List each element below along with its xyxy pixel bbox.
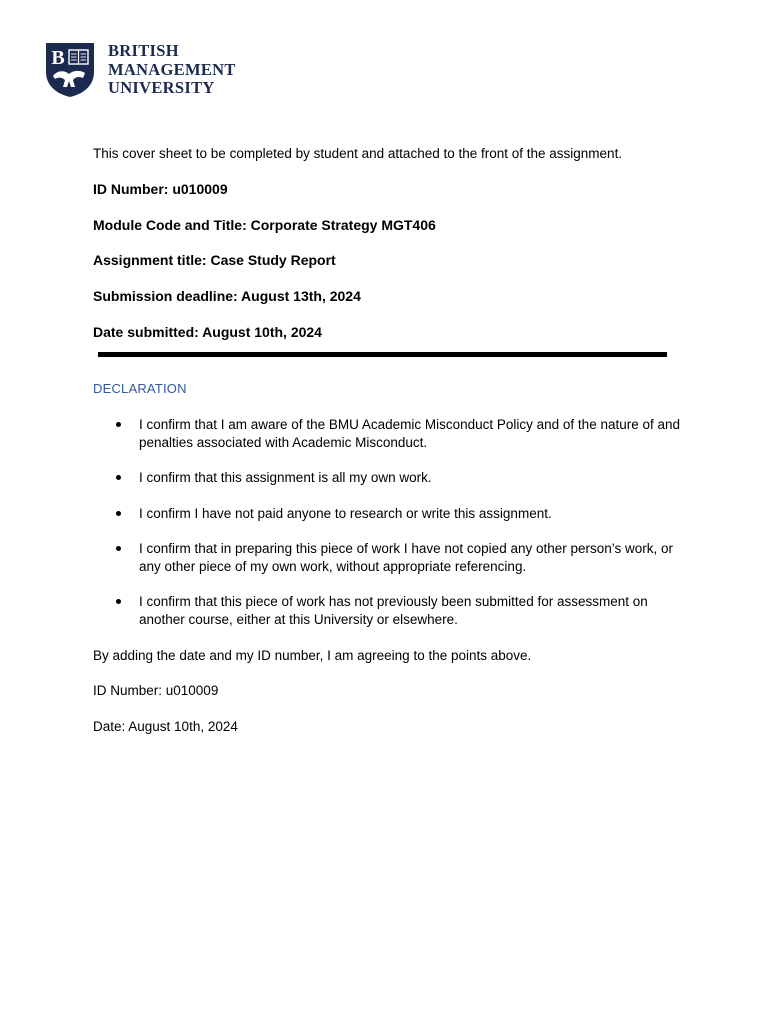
- declaration-heading: DECLARATION: [93, 381, 187, 396]
- university-logo: [45, 42, 236, 98]
- declaration-item: [93, 416, 683, 451]
- logo-line-british: BRITISH: [108, 41, 179, 60]
- declaration-item: [93, 593, 683, 628]
- module-field: Module Code and Title: Corporate Strategy MGT406: [93, 217, 436, 233]
- logo-wordmark: [108, 42, 236, 98]
- bullet-icon: [116, 511, 121, 516]
- intro-text: This cover sheet to be completed by student and attached to the front of the assignment.: [93, 146, 623, 161]
- declaration-item-text: I confirm I have not paid anyone to research or write this assignment.: [139, 505, 552, 521]
- declaration-item-text: I confirm that in preparing this piece of work I have not copied any other person’s work, or any other piece of my own work, without appropriate referencing.: [139, 541, 674, 574]
- bullet-icon: [116, 546, 121, 551]
- declaration-item-text: I confirm that I am aware of the BMU Academic Misconduct Policy and of the nature of and penalties associated with Academic Misconduct.: [139, 417, 681, 450]
- logo-line-management: MANAGEMENT: [108, 59, 236, 79]
- declaration-item: [93, 505, 683, 523]
- bullet-icon: [116, 422, 121, 427]
- declaration-item-text: I confirm that this piece of work has not previously been submitted for assessment on another course, either at this University or elsewhere.: [139, 594, 648, 627]
- bullet-icon: [116, 475, 121, 480]
- shield-crest-icon: [45, 42, 95, 98]
- agreement-text: By adding the date and my ID number, I am agreeing to the points above.: [93, 648, 532, 663]
- bullet-icon: [116, 599, 121, 604]
- id-number-field: ID Number: u010009: [93, 181, 228, 197]
- declaration-item: [93, 469, 683, 487]
- declaration-item-text: I confirm that this assignment is all my own work.: [139, 470, 432, 485]
- submission-deadline-field: Submission deadline: August 13th, 2024: [93, 288, 361, 304]
- logo-line-university: UNIVERSITY: [108, 78, 215, 97]
- crest-letter: B: [51, 47, 65, 69]
- footer-id-number: ID Number: u010009: [93, 683, 219, 698]
- assignment-title-field: Assignment title: Case Study Report: [93, 252, 336, 268]
- section-divider: [98, 352, 667, 357]
- date-submitted-field: Date submitted: August 10th, 2024: [93, 324, 322, 340]
- declaration-item: [93, 540, 683, 575]
- footer-date: Date: August 10th, 2024: [93, 719, 238, 734]
- declaration-list: [93, 416, 683, 646]
